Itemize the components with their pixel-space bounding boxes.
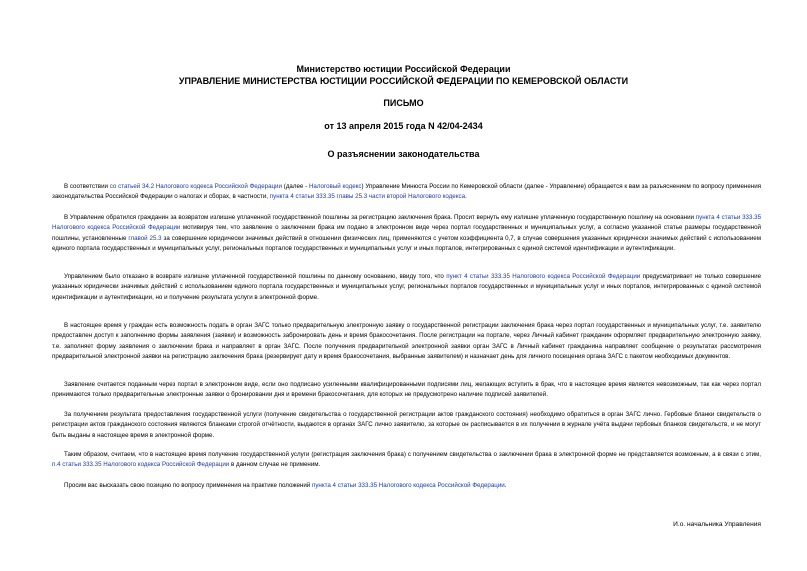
document-type: ПИСЬМО [383, 98, 424, 108]
paragraph-text: за совершение юридически значимых действий в отношении физических лиц, применяются с учетом коэффициента 0,7, в случае совершения указанных юридически значимых действий с использованием единого портала государственных и муниципальных услуг, региональных порталов государственных и муниципальных услуг и иных порталов, интегрированных с единой системой идентификации и аутентификации. [52, 234, 761, 253]
law-reference-link[interactable]: пункт 4 статьи 333.35 Налогового кодекса Российской Федерации [446, 273, 641, 280]
paragraph [52, 380, 761, 401]
paragraph [52, 410, 761, 441]
paragraph-text: В настоящее время у граждан есть возможность подать в орган ЗАГС только предварительную электронную заявку о государственной регистрации заключения брака через портал государственных и муниципальных услуг, т.е. заявителю предоставлен доступ к заполнению формы заявления (заявки) и возможность забронировать день и время бракосочетания. После регистрации на портале, через Личный кабинет гражданин оформляет предварительную электронную заявку, т.е. заполняет форму заявления о заключении брака и направляет в орган ЗАГС. После получения предварительной электронной заявки орган ЗАГС в Личный кабинет гражданина направляет сообщение о результатах рассмотрения предварительной электронной заявки на регистрацию заключения брака (резервирует дату и время бракосочетания, выбранные заявителем) и назначает день для личного посещения органа ЗАГС с пакетом необходимых документов. [52, 322, 761, 361]
paragraph [52, 182, 761, 203]
department-title: УПРАВЛЕНИЕ МИНИСТЕРСТВА ЮСТИЦИИ РОССИЙСКОЙ ФЕДЕРАЦИИ ПО КЕМЕРОВСКОЙ ОБЛАСТИ [178, 76, 629, 86]
paragraph-text: Заявление считается поданным через портал в электронном виде, если оно подписано усиленными квалифицированными подписями лиц, желающих вступить в брак, что в настоящее время является невозможным, так как через портал принимаются только предварительные электронные заявки о бронировании дня и времени бракосочетания, для которых не предусмотрено наличие подписей заявителей. [52, 381, 761, 399]
paragraph-text: За получением результата предоставления государственной услуги (получение свидетельства о государственной регистрации актов гражданского состояния) необходимо обратиться в орган ЗАГС лично. Гербовые бланки свидетельств о регистрации актов гражданского состояния являются бланками строгой отчётности, выдаются в органах ЗАГС лично заявителю, за которые он расписывается в их получении в журнале учёта выдачи гербовых бланков свидетельств, и не могут быть выданы в настоящее время в электронной форме. [52, 411, 761, 439]
document-date-number: от 13 апреля 2015 года N 42/04-2434 [324, 121, 483, 131]
paragraph-text: Просим вас высказать свою позицию по вопросу применения на практике положений [64, 482, 312, 489]
paragraph-text: предусматривает не только совершение указанных юридически значимых действий с использованием единого портала государственных и муниципальных услуг, региональных порталов государственных и муниципальных услуг и иных порталов, интегрированных с единой системой идентификации и аутентификации, но и получение результата услуги в электронной форме. [52, 273, 762, 301]
paragraph [52, 450, 761, 471]
law-reference-link[interactable]: Налоговый кодекс [308, 183, 362, 190]
paragraph-text: ) Управление Минюста России по Кемеровской области (далее - Управление) обращается к вам за разъяснением по вопросу применения законодательства Российской Федерации о налогах и сборах, в частности, [52, 183, 761, 201]
paragraph-text: Управлением было отказано в возврате излишне уплаченной государственной пошлины по данному основанию, ввиду того, что [64, 273, 447, 280]
ministry-title: Министерство юстиции Российской Федерации [296, 64, 511, 74]
paragraph-text: В Управление обратился гражданин за возвратом излишне уплаченной государственной пошлины за регистрацию заключения брака. Просит вернуть ему излишне уплаченную государственную пошлину на основании [64, 214, 696, 221]
paragraph [52, 481, 761, 491]
paragraph [52, 272, 761, 303]
document-subject: О разъяснении законодательства [327, 149, 480, 159]
law-reference-link[interactable]: со статьей 34.2 Налогового кодекса Российской Федерации [109, 183, 282, 190]
signature: И.о. начальника Управления [673, 521, 761, 528]
law-reference-link[interactable]: главой 25.3 [128, 234, 162, 242]
paragraph [52, 321, 761, 363]
paragraph-text: мотивируя тем, что заявление о заключении брака им подано в электронном виде через портал государственных и муниципальных услуг, а согласно указанной статье размеры государственной пошлины, установленные [52, 224, 761, 242]
paragraph [52, 213, 761, 255]
law-reference-link[interactable]: п.4 статьи 333.35 Налогового кодекса Российской Федерации [52, 461, 230, 469]
law-reference-link[interactable]: пункта 4 статьи 333.35 Налогового кодекса Российской Федерации [311, 482, 505, 489]
paragraph-text: . [465, 193, 467, 201]
paragraph-text: В соответствии [64, 183, 110, 190]
law-reference-link[interactable]: пункта 4 статьи 333.35 Налогового кодекса Российской Федерации [52, 214, 762, 232]
paragraph-text: (далее - [281, 183, 309, 190]
paragraph-text: Таким образом, считаем, что в настоящее время получение государственной услуги (регистрация заключения брака) с получением свидетельства о заключении брака в электронной форме не представляется возможным, а в связи с этим, [64, 451, 761, 458]
law-reference-link[interactable]: пункта 4 статьи 333.35 главы 25.3 части второй Налогового кодекса [269, 193, 466, 201]
paragraph-text: . [504, 482, 507, 489]
paragraph-text: в данном случае не применим. [229, 461, 321, 469]
